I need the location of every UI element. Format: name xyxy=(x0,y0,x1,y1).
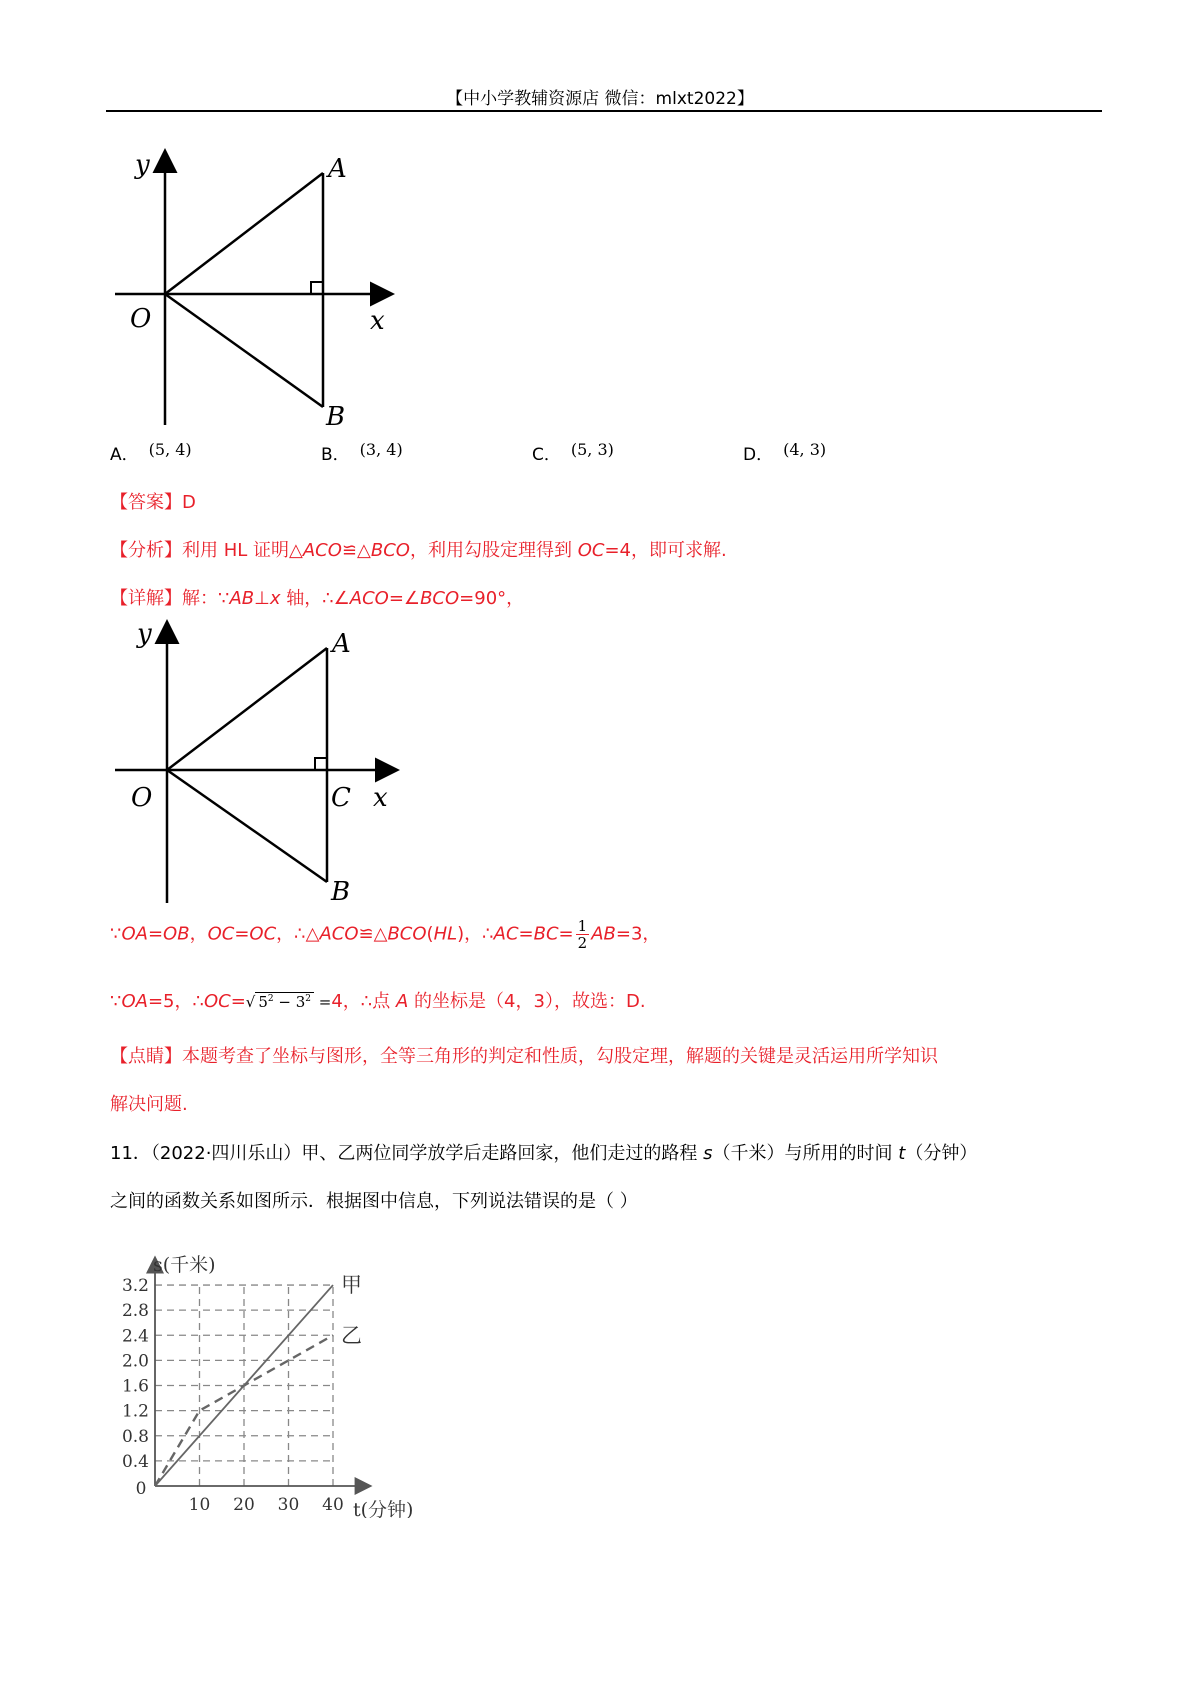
question-text: （千米）与所用的时间 xyxy=(712,1143,899,1164)
step-text: = xyxy=(234,923,250,945)
option-a-letter: A． xyxy=(110,445,139,465)
right-angle-mark xyxy=(311,282,323,294)
option-d-letter: D． xyxy=(743,445,774,465)
x-axis-label: t(分钟) xyxy=(353,1499,414,1518)
option-b xyxy=(321,440,403,465)
segment-OA xyxy=(165,173,323,294)
detail-term: ACO xyxy=(349,588,389,609)
label-O: O xyxy=(131,783,153,813)
fraction-one-half xyxy=(576,918,590,951)
question-11-line-1 xyxy=(110,1139,977,1165)
label-B: B xyxy=(331,877,351,907)
detail-text: =∠ xyxy=(388,588,421,609)
analysis-term: ACO xyxy=(302,540,342,561)
comment-line-1 xyxy=(110,1042,938,1068)
comment-line-2 xyxy=(110,1090,188,1116)
step-text: )，∴ xyxy=(457,923,494,945)
step-term: AB xyxy=(591,923,616,945)
step-text: 4，∴点 xyxy=(331,991,396,1012)
detail-text: 解：∵ xyxy=(182,588,230,609)
step-term: HL xyxy=(433,923,458,945)
figure-2-triangle xyxy=(105,618,405,908)
step-text: ( xyxy=(426,923,434,945)
step-text: 的坐标是（4，3），故选：D. xyxy=(408,991,646,1012)
analysis-text: ≌△ xyxy=(341,540,371,561)
answer-value: D xyxy=(182,492,196,513)
step-text: = xyxy=(147,923,164,945)
figure-1-triangle xyxy=(105,145,405,430)
solution-step-1 xyxy=(110,918,660,951)
step-term: OC xyxy=(249,923,277,945)
sqrt-term: − 3 xyxy=(273,993,306,1011)
option-c xyxy=(532,440,614,465)
step-term: OA xyxy=(121,923,148,945)
question-term: s xyxy=(703,1143,713,1164)
question-term: t xyxy=(898,1143,906,1164)
step-text: ∵ xyxy=(110,991,122,1012)
step-text: ，∴△ xyxy=(276,923,320,945)
detail-tag: 【详解】 xyxy=(110,588,182,609)
label-y: y xyxy=(137,619,152,649)
detail-text: =90°， xyxy=(459,588,525,609)
option-a xyxy=(110,440,192,465)
label-A: A xyxy=(332,629,351,659)
option-c-letter: C． xyxy=(532,445,561,465)
series-label: 乙 xyxy=(341,1323,362,1348)
detail-text: ⊥ xyxy=(254,588,270,609)
question-11-line-2 xyxy=(110,1187,638,1213)
label-O: O xyxy=(130,304,152,334)
x-tick-label: 40 xyxy=(322,1495,344,1515)
fraction-numerator: 1 xyxy=(577,917,588,935)
detail-term: x xyxy=(269,588,281,609)
right-angle-mark xyxy=(315,758,327,770)
step-term: BC xyxy=(533,923,559,945)
label-C: C xyxy=(331,783,351,813)
question-text: 之间的函数关系如图所示．根据图中信息，下列说法错误的是（ ） xyxy=(110,1191,638,1212)
x-tick-label: 30 xyxy=(277,1495,300,1515)
step-text: = xyxy=(230,991,246,1012)
segment-OA xyxy=(167,648,327,770)
detail-term: AB xyxy=(229,588,255,609)
label-x: x xyxy=(373,783,388,813)
answer-tag: 【答案】 xyxy=(110,492,182,513)
y-tick-label: 1.6 xyxy=(121,1376,149,1397)
step-text: = xyxy=(518,923,534,945)
option-d xyxy=(743,440,826,465)
comment-tag: 【点睛】 xyxy=(110,1046,182,1067)
series-label: 甲 xyxy=(341,1273,362,1298)
step-term: OC xyxy=(207,923,235,945)
detail-text: 轴，∴∠ xyxy=(280,588,350,609)
y-tick-label: 0.8 xyxy=(121,1426,149,1447)
detail-line xyxy=(110,584,524,610)
label-B: B xyxy=(326,402,346,430)
sqrt-term: 5 xyxy=(258,993,268,1011)
step-term: OA xyxy=(121,991,148,1012)
step-term: BCO xyxy=(387,923,427,945)
answer-line xyxy=(110,488,196,514)
step-term: AC xyxy=(493,923,519,945)
distance-time-chart xyxy=(110,1238,440,1518)
y-tick-label: 0.4 xyxy=(121,1451,149,1472)
step-text: =5，∴ xyxy=(147,991,204,1012)
segment-OB xyxy=(167,770,327,882)
step-text: ， xyxy=(189,923,208,945)
page-header: 【中小学教辅资源店 微信：mlxt2022】 xyxy=(446,89,754,109)
fraction-denominator: 2 xyxy=(577,934,588,952)
step-text: ≌△ xyxy=(358,923,388,945)
y-tick-label: 2.8 xyxy=(121,1301,149,1322)
comment-text: 本题考查了坐标与图形，全等三角形的判定和性质，勾股定理，解题的关键是灵活运用所学知识 xyxy=(182,1046,938,1067)
y-tick-label: 3.2 xyxy=(121,1276,149,1297)
x-tick-label: 20 xyxy=(233,1495,255,1515)
option-b-letter: B． xyxy=(321,445,350,465)
step-text: ∵ xyxy=(110,923,122,945)
y-axis-label: s(千米) xyxy=(153,1254,216,1277)
y-tick-label: 2.0 xyxy=(121,1351,149,1372)
label-A: A xyxy=(328,154,347,184)
y-tick-label: 1.2 xyxy=(121,1401,149,1422)
analysis-term: OC xyxy=(577,540,605,561)
analysis-tag: 【分析】 xyxy=(110,540,182,561)
option-b-value: (3, 4) xyxy=(359,440,403,459)
option-a-value: (5, 4) xyxy=(148,440,192,459)
analysis-line xyxy=(110,536,727,562)
sqrt-exponent: 2 xyxy=(305,994,312,1004)
step-text: = xyxy=(558,923,574,945)
origin-label: 0 xyxy=(135,1479,147,1499)
sqrt-equals: = xyxy=(314,993,332,1011)
option-d-value: (4, 3) xyxy=(783,440,827,459)
detail-term: BCO xyxy=(420,588,460,609)
question-text: 11．（2022·四川乐山）甲、乙两位同学放学后走路回家，他们走过的路程 xyxy=(110,1143,704,1164)
comment-text: 解决问题. xyxy=(110,1094,188,1115)
y-tick-label: 2.4 xyxy=(121,1326,149,1347)
analysis-text: ，利用勾股定理得到 xyxy=(409,540,578,561)
step-term: ACO xyxy=(319,923,359,945)
step-term: A xyxy=(396,991,409,1012)
question-text: （分钟） xyxy=(905,1143,978,1164)
analysis-text: =4，即可求解. xyxy=(604,540,727,561)
option-c-value: (5, 3) xyxy=(570,440,614,459)
label-y: y xyxy=(135,150,150,180)
sqrt-expression: √ $5^2 - 3^2$ = xyxy=(245,993,332,1011)
sqrt-exponent: 2 xyxy=(267,994,274,1004)
analysis-term: BCO xyxy=(370,540,410,561)
header-divider xyxy=(106,110,1102,112)
label-x: x xyxy=(370,306,385,336)
step-term: OB xyxy=(163,923,190,945)
step-text: =3， xyxy=(615,923,661,945)
segment-OB xyxy=(165,294,323,407)
analysis-text: 利用 HL 证明△ xyxy=(182,540,303,561)
x-tick-label: 10 xyxy=(188,1495,211,1515)
solution-step-2 xyxy=(110,987,646,1013)
step-term: OC xyxy=(203,991,231,1012)
